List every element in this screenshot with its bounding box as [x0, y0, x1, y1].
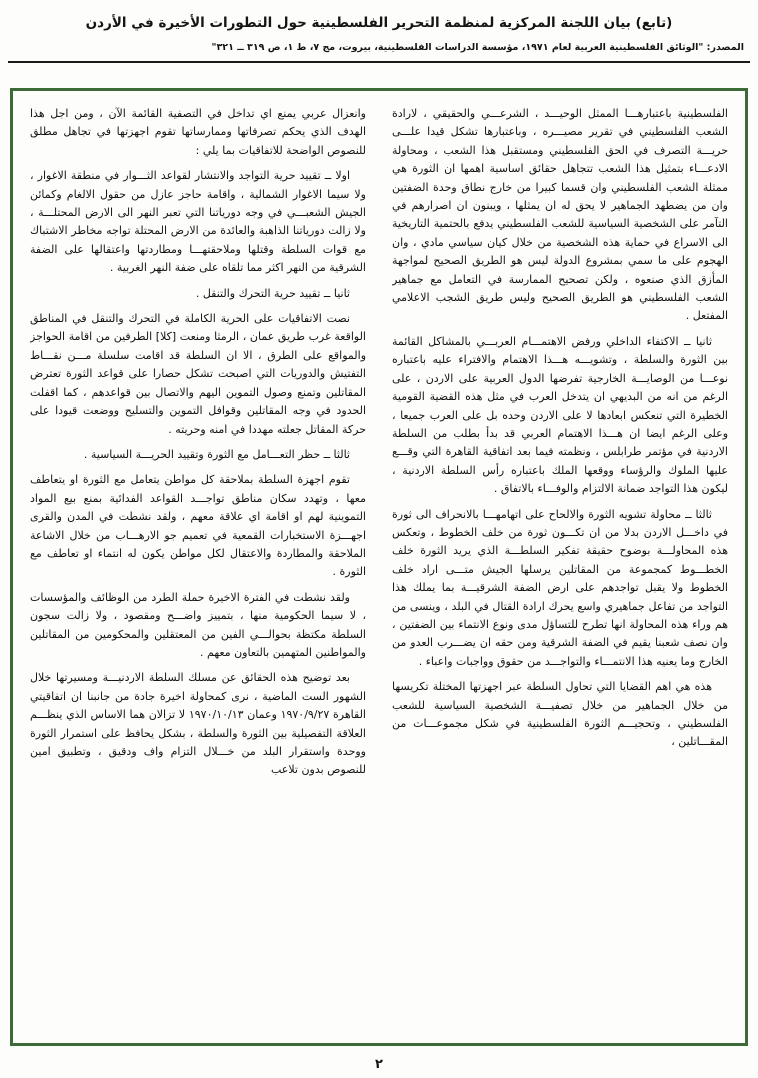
paragraph: ثالثا ــ حظر التعـــامل مع الثورة وتقييد الحريـــة السياسية . [83, 447, 350, 461]
document-title: (تابع) بيان اللجنة المركزية لمنظمة التحرير الفلسطينية حول التطورات الأخيرة في الأردن [85, 15, 673, 31]
header-divider [8, 61, 750, 63]
page-number: ٢ [375, 1057, 383, 1072]
content-frame [10, 88, 748, 1046]
document-header [0, 0, 758, 63]
paragraph: الفلسطينية باعتبارهـــا الممثل الوحيـــد ، الشرعـــي والحقيقي ، لارادة الشعب الفلسطيني في تقرير مصيـــره ، وباعتبارها تشكل قيدا علـــى حريـــة التصرف في الحق الفلسطيني ومستقبل هذا الشعب ، ومحاولة الادعـــاء بتمثيل هذا الشعب تتجاهل حقائق اساسية اهمها ان الثورة هي ممثلة الشعب الفلسطيني وان قسما كبيرا من خارج نطاق وحدة الضفتين وان من يضطهد الجماهير لا يحق له ان يمثلها ، ويبنون ان اصرارهم في التآمر على الشخصية السياسية للشعب الفلسطيني يدفع بالحتمية التاريخية الى الاسراع في حماية هذه الشخصية من خلال كيان سياسي مادي ، وان الهجوم على ما سمي بمشروع الدولة ليس هو الطريق الصحيح لمواجهة المأزق الذي صنعوه ، ولكن تصحيح الممارسة في التعامل مع جماهير الشعب الفلسطيني هو الطريق الصحيح وليس طريق الشجب الاعلامي المفتعل . [392, 107, 728, 323]
column-right [392, 105, 728, 1033]
paragraph: نصت الاتفاقيات على الحرية الكاملة في التحرك والتنقل في المناطق الواقعة غرب طريق عمان ، الرمثا ومنعت [كلا] الطرفين من اقامة الحواجز والمواقع على الطرق ، الا ان السلطة قد اقامت سلسلة مـــن نقـــاط التفتيش والدوريات التي اصبحت تشكل حصارا على قواعد الثورة تعترض المقاتلين وتمنع وصول التموين اليهم والاتصال بين قواعدهم ، كما اقفلت الحدود في وجه المقاتلين وقوافل التموين والتسليح ووضعت قيودا على حركة المقاتل جعلته مهددا في امنه وحريته . [30, 312, 366, 436]
paragraph: بعد توضيح هذه الحقائق عن مسلك السلطة الاردنيـــة ومسيرتها خلال الشهور الست الماضية ، نرى كمحاولة اخيرة جادة من جانبنا ان اتفاقيتي القاهرة ١٩٧٠/٩/٢٧ وعمان ١٩٧٠/١٠/١٣ لا تزالان هما الاساس الذي ينظـــم العلاقة التفصيلية بين الثورة والسلطة ، بشكل يحافظ على استمرار الثورة ووحدة واستقرار البلد من خـــلال التزام واف ودقيق ، وتطبيق امين للنصوص بدون تلاعب [30, 671, 366, 777]
paragraph: ثانيا ــ الاكتفاء الداخلي ورفض الاهتمـــام العربـــي بالمشاكل القائمة بين الثورة والسلطة ، وتشويـــه هـــذا الاهتمام والافتراء عليه باعتباره نوعـــا من الوصايـــة الخارجية تفرضها الدول العربية على الاردن ، على الرغم من انه من البديهي ان يتدخل العرب في مثل هذه القضية القومية الخطيرة التي تنعكس ابعادها لا على الاردن وحده بل على العرب جميعا ، وعلى الرغم ايضا ان هـــذا الاهتمام العربي قد بدأ بطلب من السلطة الاردنية في مؤتمر طرابلس ، ونظمته فيما بعد اتفاقية القاهرة التي وقـــع عليها الملوك والرؤساء ووقعها الملك باعتباره رأس السلطة الاردنية ، ليكون هذا التواجد ضمانة الالتزام والوفـــاء بالاتفاق . [392, 334, 728, 496]
paragraph: هذه هي اهم القضايا التي تحاول السلطة عبر اجهزتها المختلة تكريسها من خلال الجماهير من خلال تصفيـــة الشخصية السياسية للشعب الفلسطيني ، وتحجيـــم الثورة الفلسطينية في شكل مجموعـــات من المقـــاتلين ، [392, 680, 728, 749]
paragraph: وانعزال عربي يمنع اي تداخل في التصفية القائمة الآن ، ومن اجل هذا الهدف الذي يحكم تصرفاتها وممارساتها تقوم اجهزتها في تجاهل مطلق للنصوص الواضحة للاتفاقيات بما يلي : [30, 107, 366, 157]
paragraph: اولا ــ تقييد حرية التواجد والانتشار لقواعد الثـــوار في منطقة الاغوار ، ولا سيما الاغوار الشمالية ، واقامة حاجز عازل من حقول الالغام وكمائن الجيش الشعبـــي في وجه دورياتنا التي تعبر النهر الى الارض المحتلـــة ، ولا زالت دورياتنا الذاهبة والعائدة من الارض المحتلة تواجه مخاطر الاشتباك مع قوات السلطة وقتلها وملاحقتهـــا ومطاردتها واعتقالها على الضفة الشرقية من النهر اكثر مما تلقاه على ضفة النهر الغربية . [30, 169, 366, 275]
paragraph: ثانيا ــ تقييد حرية التحرك والتنقل . [195, 286, 350, 300]
paragraph: ثالثا ــ محاولة تشويه الثورة والالحاح على اتهامهـــا بالانحراف الى ثورة في داخـــل الاردن بدلا من ان تكـــون ثورة من خلف الخطوط ، وتعكس هذه المحاولـــة بوضوح حقيقة تفكير السلطـــة الذي يريد الثورة خلف الخطـــوط كمجموعة من المقاتلين يرسلها الجيش متـــى اراد خلف الخطوط ولا يقبل تواجدهم على ارض الضفة الشرقيـــة بما يملك هذا التواجد من تفاعل جماهيري واسع يحرك ارادة القتال في البلد ، وينسى من هم وراء هذه المحاولة انها تطرح للتساؤل مدى ونوع الانتماء بين الضفتين ، وان نصف شعبنا يقيم في الضفة الشرقية ومن حقه ان يضـــرب العدو من الخارج وما يعنيه هذا الانتمـــاء والتواجـــد من حقوق وواجبات واعباء . [392, 507, 728, 668]
paragraph: ولقد نشطت في الفترة الاخيرة حملة الطرد من الوظائف والمؤسسات ، لا سيما الحكومية منها ، بتمييز واضـــح ومقصود ، ولا زالت سجون السلطة مكتظة بحوالـــي الفين من المعتقلين والمحكومين من المقاتلين والمواطنين المتهمين بالتعاون معهم . [30, 590, 366, 659]
paragraph: تقوم اجهزة السلطة بملاحقة كل مواطن يتعامل مع الثورة او يتعاطف معها ، وتهدد سكان مناطق تواجـــد القواعد الفدائية بمنع بيع المواد التموينية لهم او اقامة اي علاقة معهم ، ولقد نشطت في المدن والقرى اجهـــزة الاستخبارات القمعية في تعميم جو الارهـــاب من خلال الاشاعة الملاحقة والمطاردة والاعتقال لكل مواطن يكون له انتماء او تعاطف مع الثورة . [30, 473, 366, 579]
two-column-text [30, 105, 728, 1033]
source-citation-line: المصدر: "الوثائق الفلسطينية العربية لعام ١٩٧١، مؤسسة الدراسات الفلسطينية، بيروت، مج ٧، ط ١، ص ٣١٩ ــ ٣٢١" [211, 42, 744, 53]
column-left [30, 105, 366, 1033]
